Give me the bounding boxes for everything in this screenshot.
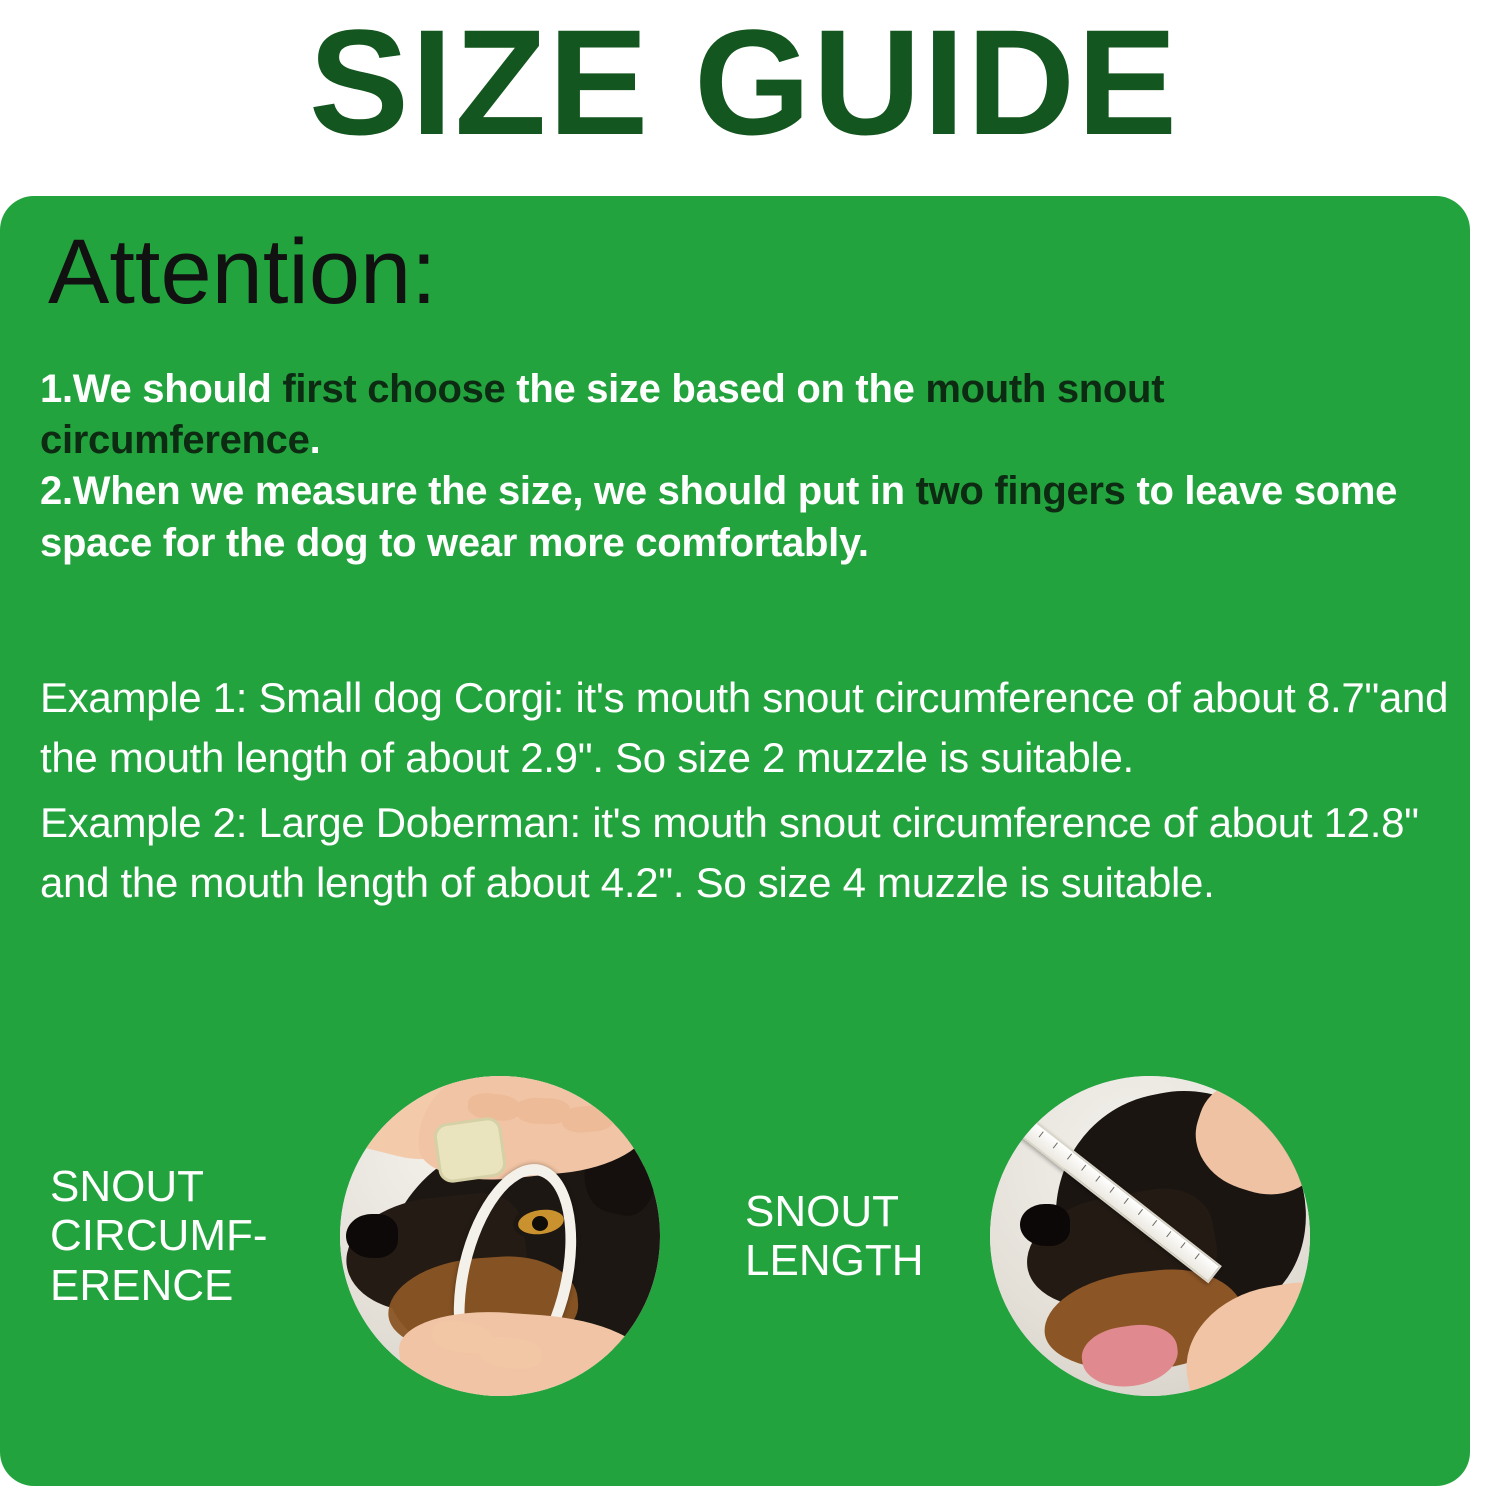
text-run: the size based on the <box>505 367 926 411</box>
text-run: two fingers <box>915 469 1126 514</box>
photo-caption <box>50 1162 340 1310</box>
text-run: mouth snout circumference <box>40 367 1165 463</box>
caption-line: CIRCUMF- <box>50 1211 268 1261</box>
attention-card <box>0 196 1470 1486</box>
text-run: first choose <box>282 367 506 411</box>
caption-line: ERENCE <box>50 1260 234 1310</box>
text-run: muzzle is suitable. <box>865 858 1215 906</box>
caption-line: LENGTH <box>745 1236 924 1285</box>
text-run: 2.When we measure the size, we should put in <box>40 469 916 514</box>
rule-item <box>40 466 1440 568</box>
example-item <box>40 793 1460 912</box>
text-run: Example 2: Large Doberman: it's mouth snout circumference of about 12.8" and the mouth length of about 4.2". So <box>40 799 1419 906</box>
rule-item <box>40 364 1440 466</box>
photo-row <box>0 1066 1470 1486</box>
example-item <box>40 668 1460 787</box>
text-run: . <box>309 418 321 463</box>
text-run: size 4 <box>757 858 866 906</box>
photo-block-length <box>745 1076 1310 1396</box>
attention-heading: Attention: <box>48 221 437 323</box>
photo-block-circumference <box>50 1076 660 1396</box>
text-run: size 2 <box>677 733 786 781</box>
photo-caption <box>745 1187 990 1286</box>
caption-line: SNOUT <box>745 1186 899 1236</box>
rules-list <box>40 364 1440 569</box>
text-run: muzzle is suitable. <box>785 733 1134 781</box>
caption-line: SNOUT <box>50 1162 204 1212</box>
text-run: to leave some space for the dog to wear more comfortably. <box>40 469 1398 565</box>
page-title: SIZE GUIDE <box>308 0 1180 166</box>
text-run: Example 1: Small dog Corgi: it's mouth snout circumference of about 8.7"and the mouth length of about 2.9". So <box>40 674 1449 781</box>
snout-length-photo <box>990 1076 1310 1396</box>
snout-circumference-photo <box>340 1076 660 1396</box>
examples-list <box>40 668 1460 919</box>
text-run: 1.We should <box>40 367 283 411</box>
